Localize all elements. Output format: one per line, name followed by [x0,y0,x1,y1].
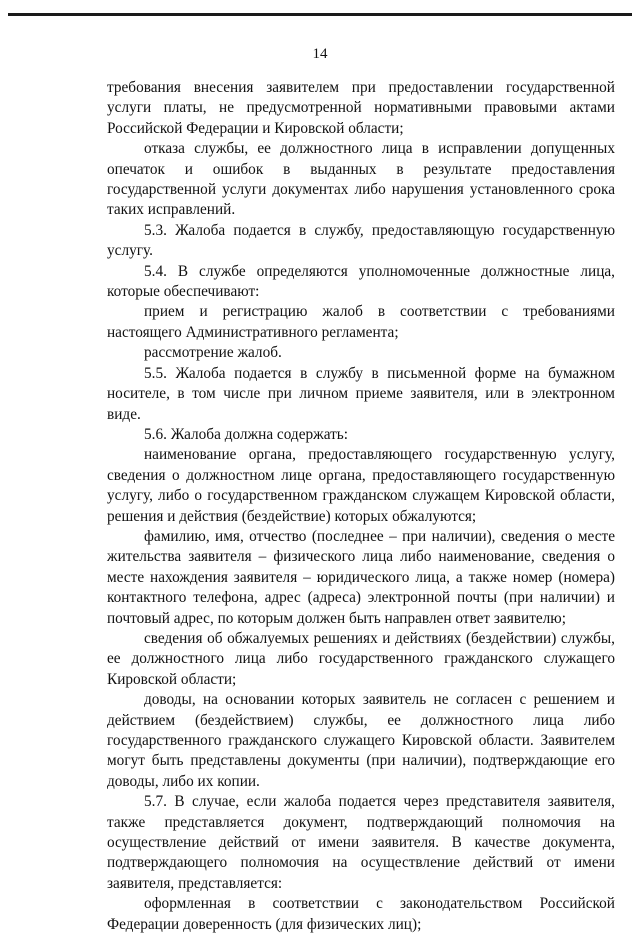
scan-top-border [8,13,632,16]
paragraph: 5.7. В случае, если жалоба подается через представителя заявителя, также представляется документ, подтверждающий полномочия на осуществление действий от имени заявителя. В качестве документа, подтверждающего полномочия на осуществление действий от имени заявителя, представляется: [107,793,615,892]
paragraph: 5.5. Жалоба подается в службу в письменной форме на бумажном носителе, в том числе при личном приеме заявителя, или в электронном виде. [107,364,615,423]
paragraph: 5.4. В службе определяются уполномоченные должностные лица, которые обеспечивают: [107,262,615,301]
paragraph: сведения об обжалуемых решениях и действиях (бездействии) службы, ее должностного лица либо государственного гражданского служащего Кировской области; [107,629,615,688]
paragraph: оформленная в соответствии с законодательством Российской Федерации доверенность (для физических лиц); [107,895,615,933]
paragraph: фамилию, имя, отчество (последнее – при наличии), сведения о месте жительства заявителя – физического лица либо наименование, сведения о месте нахождения заявителя – юридического лица, а также номер (номера) контактного телефона, адрес (адреса) электронной почты (при наличии) и почтовый адрес, по которым должен быть направлен ответ заявителю; [107,527,615,627]
paragraph: прием и регистрацию жалоб в соответствии с требованиями настоящего Административного регламента; [107,303,615,341]
paragraph: рассмотрение жалоб. [144,344,282,362]
paragraph: требования внесения заявителем при предоставлении государственной услуги платы, не предусмотренной нормативными правовыми актами Российской Федерации и Кировской области; [107,79,615,137]
paragraph: 5.3. Жалоба подается в службу, предоставляющую государственную услугу. [107,221,615,260]
paragraph: 5.6. Жалоба должна содержать: [144,425,349,443]
paragraph: отказа службы, ее должностного лица в исправлении допущенных опечаток и ошибок в выданных в результате предоставления государственной услуги документах либо нарушения установленного срока таких исправлений. [107,140,615,219]
document-body [107,78,615,935]
paragraph: доводы, на основании которых заявитель не согласен с решением и действием (бездействием) службы, ее должностного лица либо государственного гражданского служащего Кировской области. Заявителем могут быть представлены документы (при наличии), подтверждающие его доводы, либо их копии. [107,691,615,790]
page-number: 14 [312,46,328,62]
paragraph: наименование органа, предоставляющего государственную услугу, сведения о должностном лице органа, предоставляющего государственную услугу, либо о государственном гражданском служащем Кировской области, решения и действия (бездействие) которых обжалуются; [107,446,615,525]
